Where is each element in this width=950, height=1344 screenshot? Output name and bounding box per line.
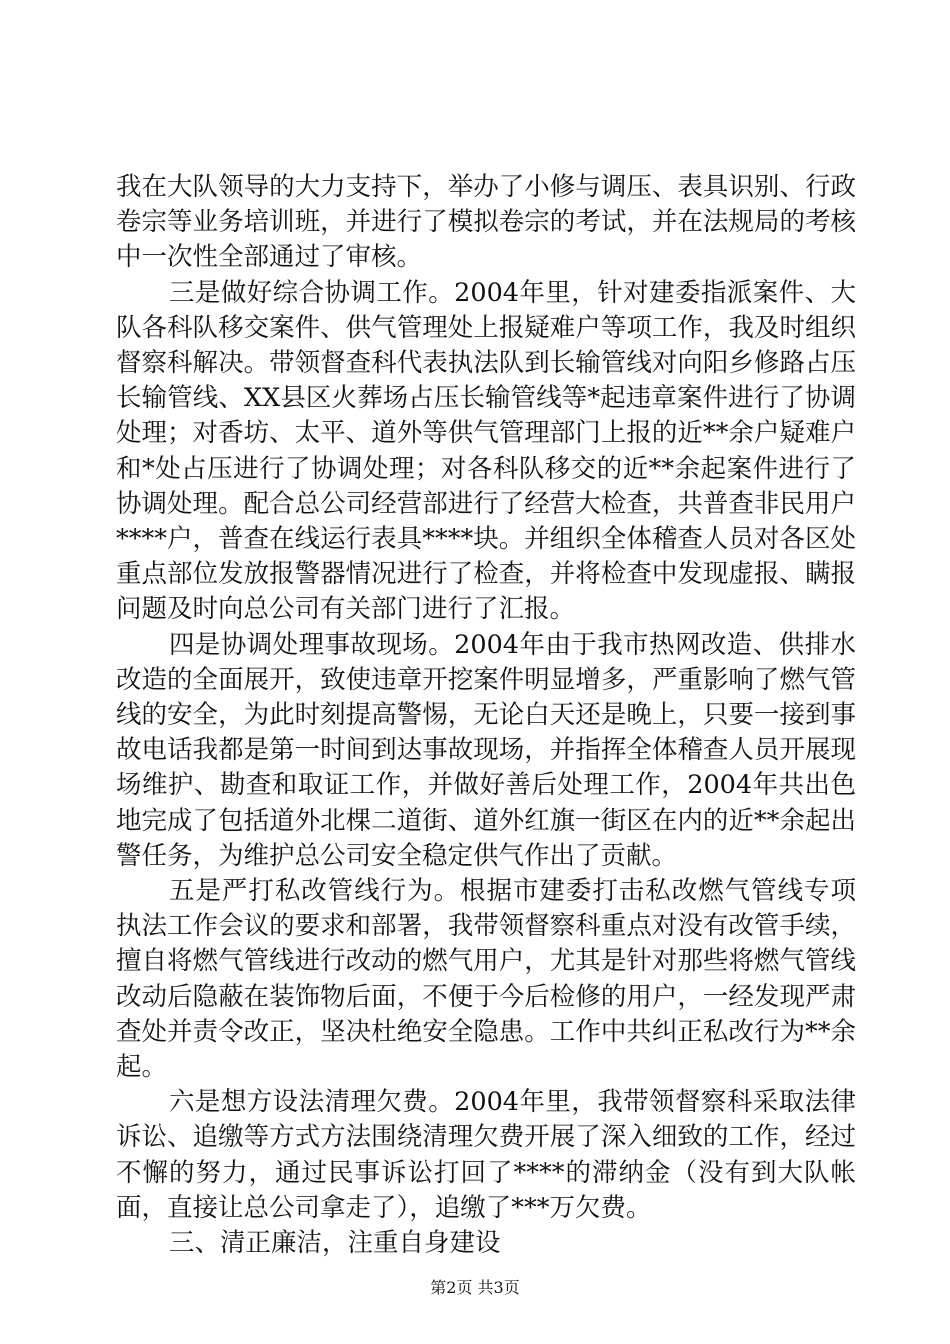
document-body — [116, 170, 856, 1261]
paragraph-4: 五是严打私改管线行为。根据市建委打击私改燃气管线专项执法工作会议的要求和部署，我带领督察科重点对没有改管手续，擅自将燃气管线进行改动的燃气用户，尤其是针对那些将燃气管线改动后隐蔽在装饰物后面，不便于今后检修的用户，一经发现严肃查处并责令改正，坚决杜绝安全隐患。工作中共纠正私改行为**余起。 — [116, 876, 856, 1083]
paragraph-1: 我在大队领导的大力支持下，举办了小修与调压、表具识别、行政卷宗等业务培训班，并进行了模拟卷宗的考试，并在法规局的考核中一次性全部通过了审核。 — [116, 172, 856, 273]
section-heading: 三、清正廉洁，注重自身建设 — [169, 1228, 501, 1259]
paragraph-3: 四是协调处理事故现场。2004年由于我市热网改造、供排水改造的全面展开，致使违章开挖案件明显增多，严重影响了燃气管线的安全，为此时刻提高警惕，无论白天还是晚上，只要一接到事故电话我都是第一时间到达事故现场，并指挥全体稽查人员开展现场维护、勘查和取证工作，并做好善后处理工作，2004年共出色地完成了包括道外北棵二道街、道外红旗一街区在内的近**余起出警任务，为维护总公司安全稳定供气作出了贡献。 — [116, 629, 856, 871]
paragraph-5: 六是想方设法清理欠费。2004年里，我带领督察科采取法律诉讼、追缴等方式方法围绕清理欠费开展了深入细致的工作，经过不懈的努力，通过民事诉讼打回了****的滞纳金（没有到大队帐面，直接让总公司拿走了），追缴了***万欠费。 — [116, 1087, 856, 1223]
page-number-footer: 第2页 共3页 — [430, 1278, 520, 1297]
paragraph-2: 三是做好综合协调工作。2004年里，针对建委指派案件、大队各科队移交案件、供气管理处上报疑难户等项工作，我及时组织督察科解决。带领督查科代表执法队到长输管线对向阳乡修路占压长输管线、XX县区火葬场占压长输管线等*起违章案件进行了协调处理；对香坊、太平、道外等供气管理部门上报的近**余户疑难户和*处占压进行了协调处理；对各科队移交的近**余起案件进行了协调处理。配合总公司经营部进行了经营大检查，共普查非民用户****户，普查在线运行表具****块。并组织全体稽查人员对各区处重点部位发放报警器情况进行了检查，并将检查中发现虚报、瞒报问题及时向总公司有关部门进行了汇报。 — [116, 277, 856, 625]
